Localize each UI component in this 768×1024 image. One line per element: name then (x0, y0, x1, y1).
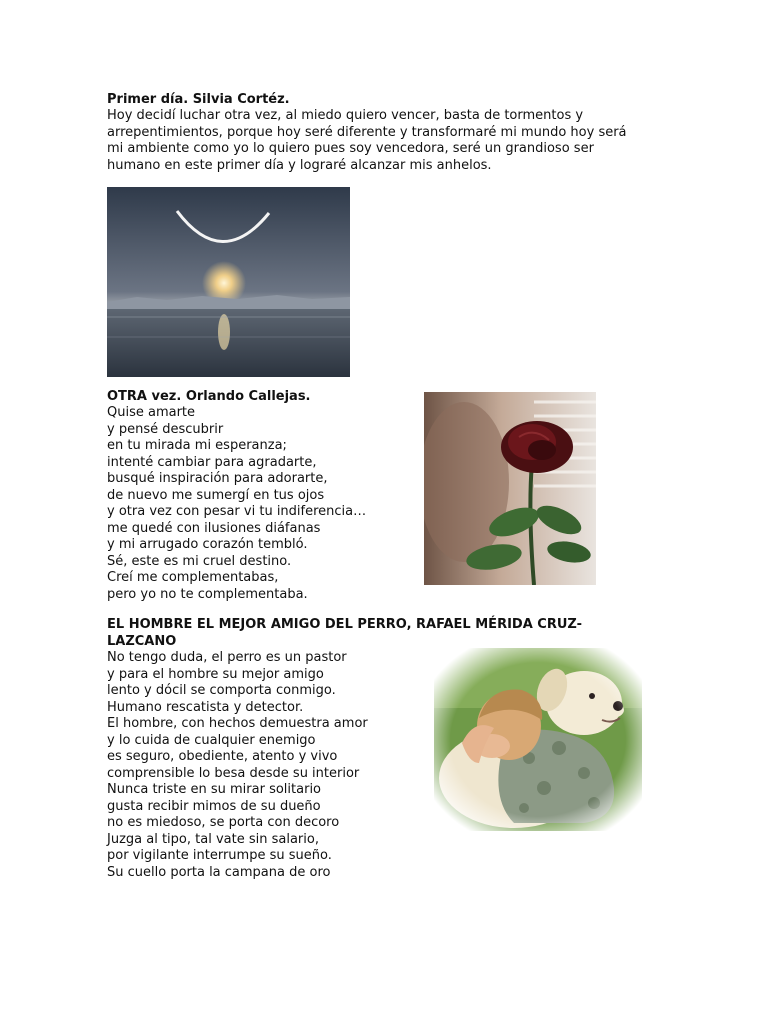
poem-line: intenté cambiar para agradarte, (107, 454, 317, 470)
poem-line: No tengo duda, el perro es un pastor (107, 650, 347, 665)
boy-hugging-dog-image (434, 648, 642, 831)
paragraph-line: mi ambiente como yo lo quiero pues soy vencedora, seré un grandioso ser (107, 141, 594, 156)
poem-line: es seguro, obediente, atento y vivo (107, 749, 338, 764)
title-line: EL HOMBRE EL MEJOR AMIGO DEL PERRO, RAFAEL MÉRIDA CRUZ- (107, 617, 582, 632)
poem-line: y pensé descubrir (107, 421, 224, 437)
poem-line: de nuevo me sumergí en tus ojos (107, 487, 325, 503)
poem-line: El hombre, con hechos demuestra amor (107, 716, 368, 731)
poem-line: Juzga al tipo, tal vate sin salario, (107, 831, 319, 847)
poem-line: Creí me complementabas, (107, 570, 279, 585)
poem-line: Nunca triste en su mirar solitario (107, 782, 322, 797)
poem-line: y para el hombre su mejor amigo (107, 666, 324, 682)
poem-line: comprensible lo besa desde su interior (107, 765, 360, 781)
moon-sunrise-image (107, 187, 350, 377)
section2-title: OTRA vez. Orlando Callejas. (107, 389, 311, 404)
poem-line: y mi arrugado corazón tembló. (107, 537, 308, 552)
title-line: LAZCANO (107, 633, 177, 649)
poem-line: y lo cuida de cualquier enemigo (107, 732, 316, 748)
poem-line: no es miedoso, se porta con decoro (107, 815, 340, 830)
section2-poem (107, 405, 366, 603)
poem-line: me quedé con ilusiones diáfanas (107, 520, 321, 536)
poem-line: Su cuello porta la campana de oro (107, 864, 331, 880)
rose-image (424, 392, 596, 585)
poem-line: en tu mirada mi esperanza; (107, 438, 287, 453)
poem-line: Quise amarte (107, 405, 196, 420)
poem-line: Humano rescatista y detector. (107, 699, 304, 715)
section1-title: Primer día. Silvia Cortéz. (107, 92, 290, 107)
poem-line: Sé, este es mi cruel destino. (107, 553, 292, 569)
paragraph-line: arrepentimientos, porque hoy seré diferente y transformaré mi mundo hoy será (107, 124, 627, 140)
section3-poem (107, 650, 368, 881)
poem-line: busqué inspiración para adorarte, (107, 471, 328, 486)
poem-line: lento y dócil se comporta conmigo. (107, 683, 336, 698)
poem-line: y otra vez con pesar vi tu indiferencia… (107, 504, 367, 519)
section1-paragraph (107, 108, 627, 174)
poem-line: por vigilante interrumpe su sueño. (107, 848, 332, 863)
poem-line: gusta recibir mimos de su dueño (107, 798, 321, 814)
section3-title (107, 617, 582, 650)
poem-line: pero yo no te complementaba. (107, 586, 308, 602)
paragraph-line: Hoy decidí luchar otra vez, al miedo quiero vencer, basta de tormentos y (107, 108, 584, 123)
paragraph-line: humano en este primer día y lograré alcanzar mis anhelos. (107, 157, 492, 173)
